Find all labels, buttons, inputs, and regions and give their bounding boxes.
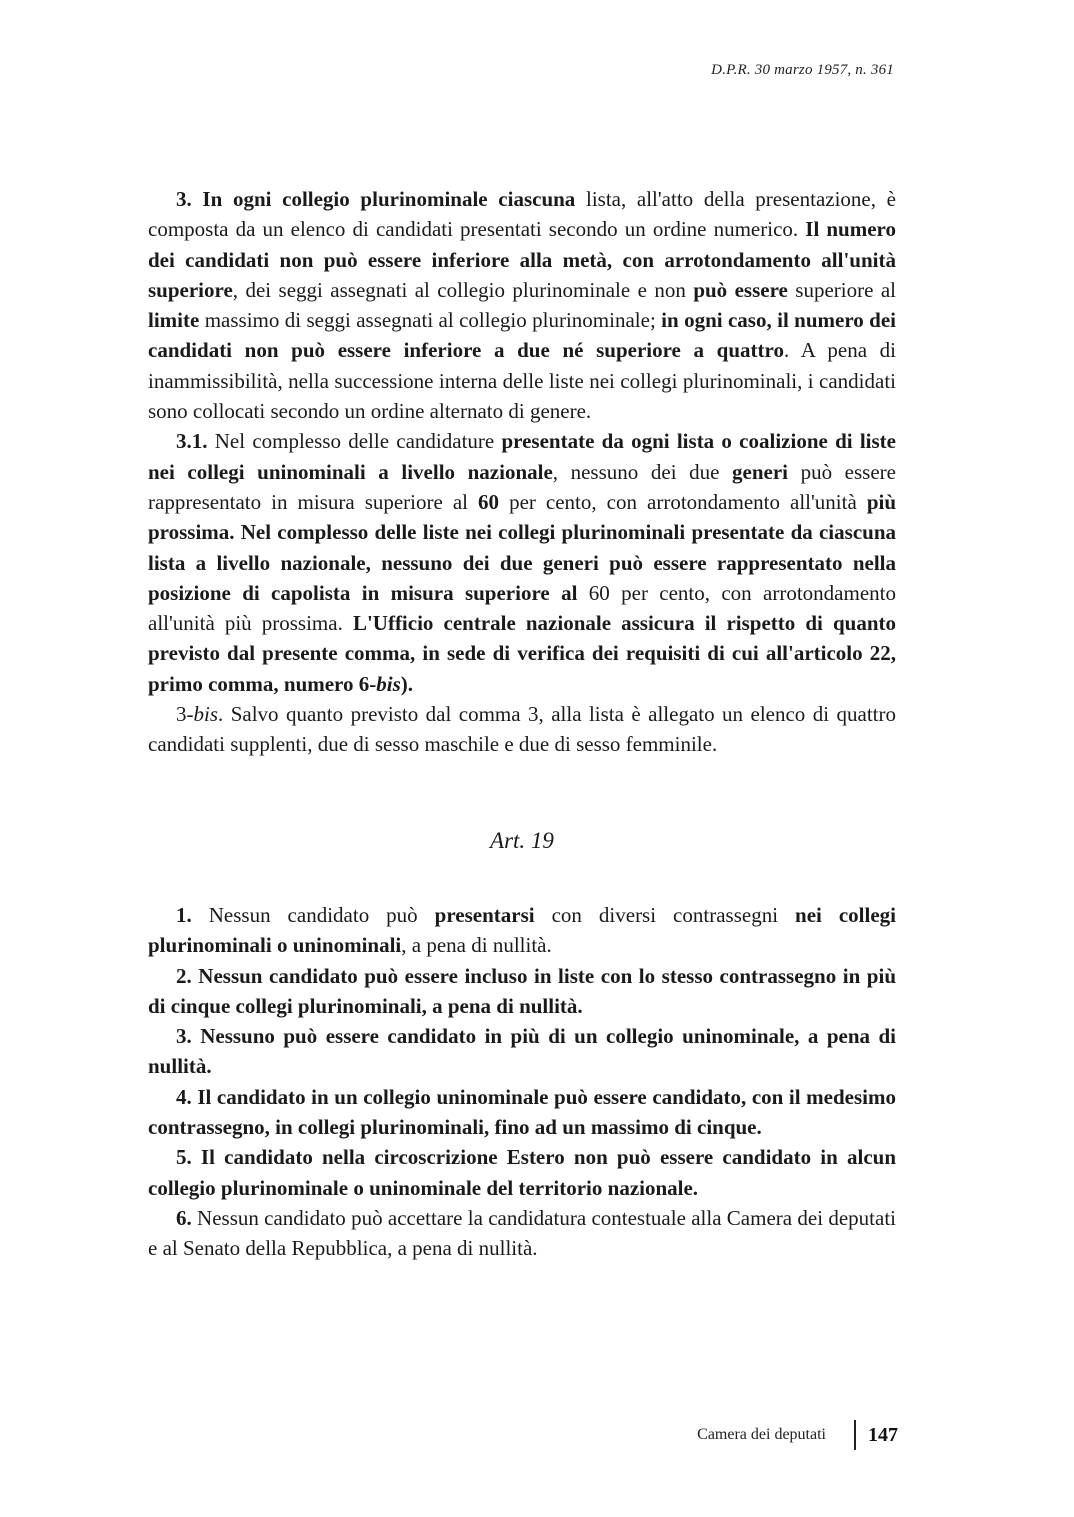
paragraph-number: 3-bis	[176, 702, 219, 727]
paragraph: 3. Nessuno può essere candidato in più di un collegio uninominale, a pena di nullità.	[148, 1024, 896, 1079]
running-header: D.P.R. 30 marzo 1957, n. 361	[711, 62, 894, 78]
footer-divider	[854, 1420, 856, 1450]
page-number: 147	[868, 1423, 898, 1446]
paragraph: 3-bis. Salvo quanto previsto dal comma 3, alla lista è allegato un elenco di quattro candidati supplenti, due di sesso maschile e due di sesso femminile.	[148, 702, 896, 757]
document-body	[148, 184, 896, 1264]
paragraph: 3.1. Nel complesso delle candidature presentate da ogni lista o coalizione di liste nei collegi uninominali a livello nazionale, nessuno dei due generi può essere rappresentato in misura superiore al 60 per cento, con arrotondamento all'unità più prossima. Nel complesso delle liste nei collegi plurinominali presentate da ciascuna lista a livello nazionale, nessuno dei due generi può essere rappresentato nella posizione di capolista in misura superiore al 60 per cento, con arrotondamento all'unità più prossima. L'Ufficio centrale nazionale assicura il rispetto di quanto previsto dal presente comma, in sede di verifica dei requisiti di cui all'articolo 22, primo comma, numero 6-bis).	[148, 429, 897, 696]
paragraph-number: 1.	[176, 902, 192, 927]
paragraph-number: 5.	[176, 1145, 192, 1170]
footer-publisher: Camera dei deputati	[697, 1426, 826, 1443]
paragraph: 4. Il candidato in un collegio uninominale può essere candidato, con il medesimo contrassegno, in collegi plurinominali, fino ad un massimo di cinque.	[148, 1084, 896, 1140]
article-title: Art. 19	[490, 827, 554, 853]
paragraph-number: 3.	[176, 1024, 192, 1049]
paragraph: 6. Nessun candidato può accettare la candidatura contestuale alla Camera dei deputati e al Senato della Repubblica, a pena di nullità.	[148, 1205, 896, 1261]
article-18-paragraphs	[148, 184, 896, 760]
paragraph-number: 6.	[176, 1205, 192, 1230]
article-19-paragraphs	[148, 900, 896, 1264]
paragraph: 2. Nessun candidato può essere incluso in liste con lo stesso contrassegno in più di cinque collegi plurinominali, a pena di nullità.	[148, 963, 896, 1018]
paragraph: 3. In ogni collegio plurinominale ciascuna lista, all'atto della presentazione, è composta da un elenco di candidati presentati secondo un ordine numerico. Il numero dei candidati non può essere inferiore alla metà, con arrotondamento all'unità superiore, dei seggi assegnati al collegio plurinominale e non può essere superiore al limite massimo di seggi assegnati al collegio plurinominale; in ogni caso, il numero dei candidati non può essere inferiore a due né superiore a quattro. A pena di inammissibilità, nella successione interna delle liste nei collegi plurinominali, i candidati sono collocati secondo un ordine alternato di genere.	[148, 187, 897, 424]
paragraph-number: 3.1.	[176, 429, 208, 454]
paragraph-number: 3.	[176, 187, 192, 211]
page-footer	[697, 1420, 898, 1450]
paragraph-number: 4.	[176, 1084, 192, 1109]
paragraph: 1. Nessun candidato può presentarsi con diversi contrassegni nei collegi plurinominali o uninominali, a pena di nullità.	[148, 902, 896, 958]
paragraph-number: 2.	[176, 963, 192, 988]
paragraph: 5. Il candidato nella circoscrizione Estero non può essere candidato in alcun collegio plurinominale o uninominale del territorio nazionale.	[148, 1145, 896, 1200]
